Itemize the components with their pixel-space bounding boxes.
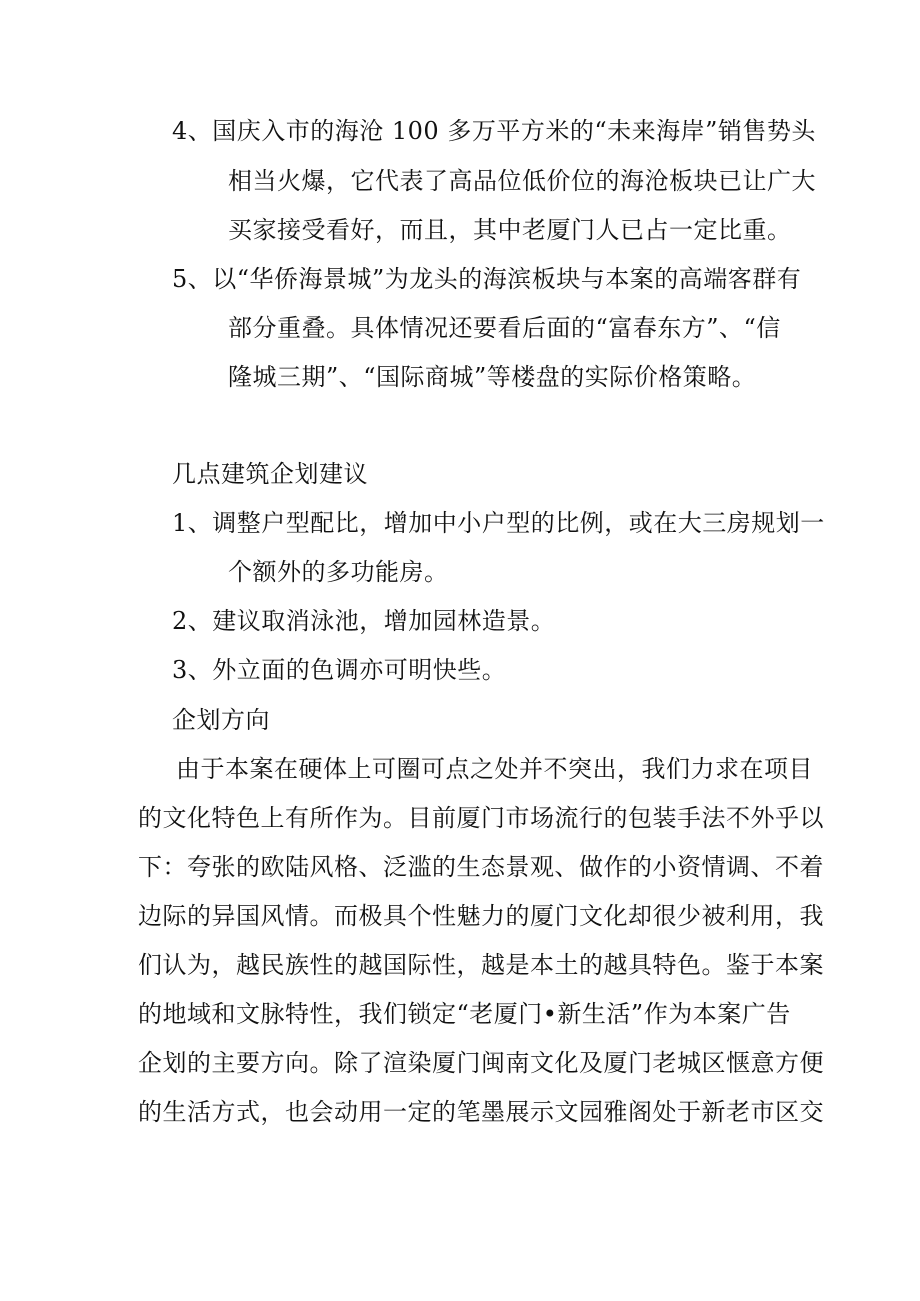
section-heading-planning-direction: 企划方向 [172,706,270,734]
paragraph-line-3: 下：夸张的欧陆风格、泛滥的生态景观、做作的小资情调、不着 [138,853,824,881]
paragraph-line-1: 由于本案在硬体上可圈可点之处并不突出，我们力求在项目 [176,755,813,783]
suggestion-2: 2、建议取消泳池，增加园林造景。 [172,607,556,635]
section-heading-building-suggestions: 几点建筑企划建议 [172,460,368,488]
paragraph-line-8: 的生活方式，也会动用一定的笔墨展示文园雅阁处于新老市区交 [138,1098,824,1126]
list-item-5-line-1: 5、以“华侨海景城”为龙头的海滨板块与本案的高端客群有 [172,265,802,293]
list-item-4-line-2: 相当火爆，它代表了高品位低价位的海沧板块已让广大 [228,167,816,195]
list-item-4-line-3: 买家接受看好，而且，其中老厦门人已占一定比重。 [228,216,792,244]
paragraph-line-5: 们认为，越民族性的越国际性，越是本土的越具特色。鉴于本案 [138,951,824,979]
paragraph-line-2: 的文化特色上有所作为。目前厦门市场流行的包装手法不外乎以 [138,804,824,832]
paragraph-line-6: 的地域和文脉特性，我们锁定“老厦门•新生活”作为本案广告 [138,1000,791,1028]
paragraph-line-7: 企划的主要方向。除了渲染厦门闽南文化及厦门老城区惬意方便 [138,1049,824,1077]
list-item-5-line-2: 部分重叠。具体情况还要看后面的“富春东方”、“信 [228,314,781,342]
suggestion-1-line-1: 1、调整户型配比，增加中小户型的比例，或在大三房规划一 [172,509,825,537]
suggestion-1-line-2: 个额外的多功能房。 [228,558,449,586]
suggestion-3: 3、外立面的色调亦可明快些。 [172,656,507,684]
paragraph-line-4: 边际的异国风情。而极具个性魅力的厦门文化却很少被利用，我 [138,902,824,930]
list-item-4-line-1: 4、国庆入市的海沧 100 多万平方米的“未来海岸”销售势头 [172,117,816,145]
list-item-5-line-3: 隆城三期”、“国际商城”等楼盘的实际价格策略。 [228,363,757,391]
